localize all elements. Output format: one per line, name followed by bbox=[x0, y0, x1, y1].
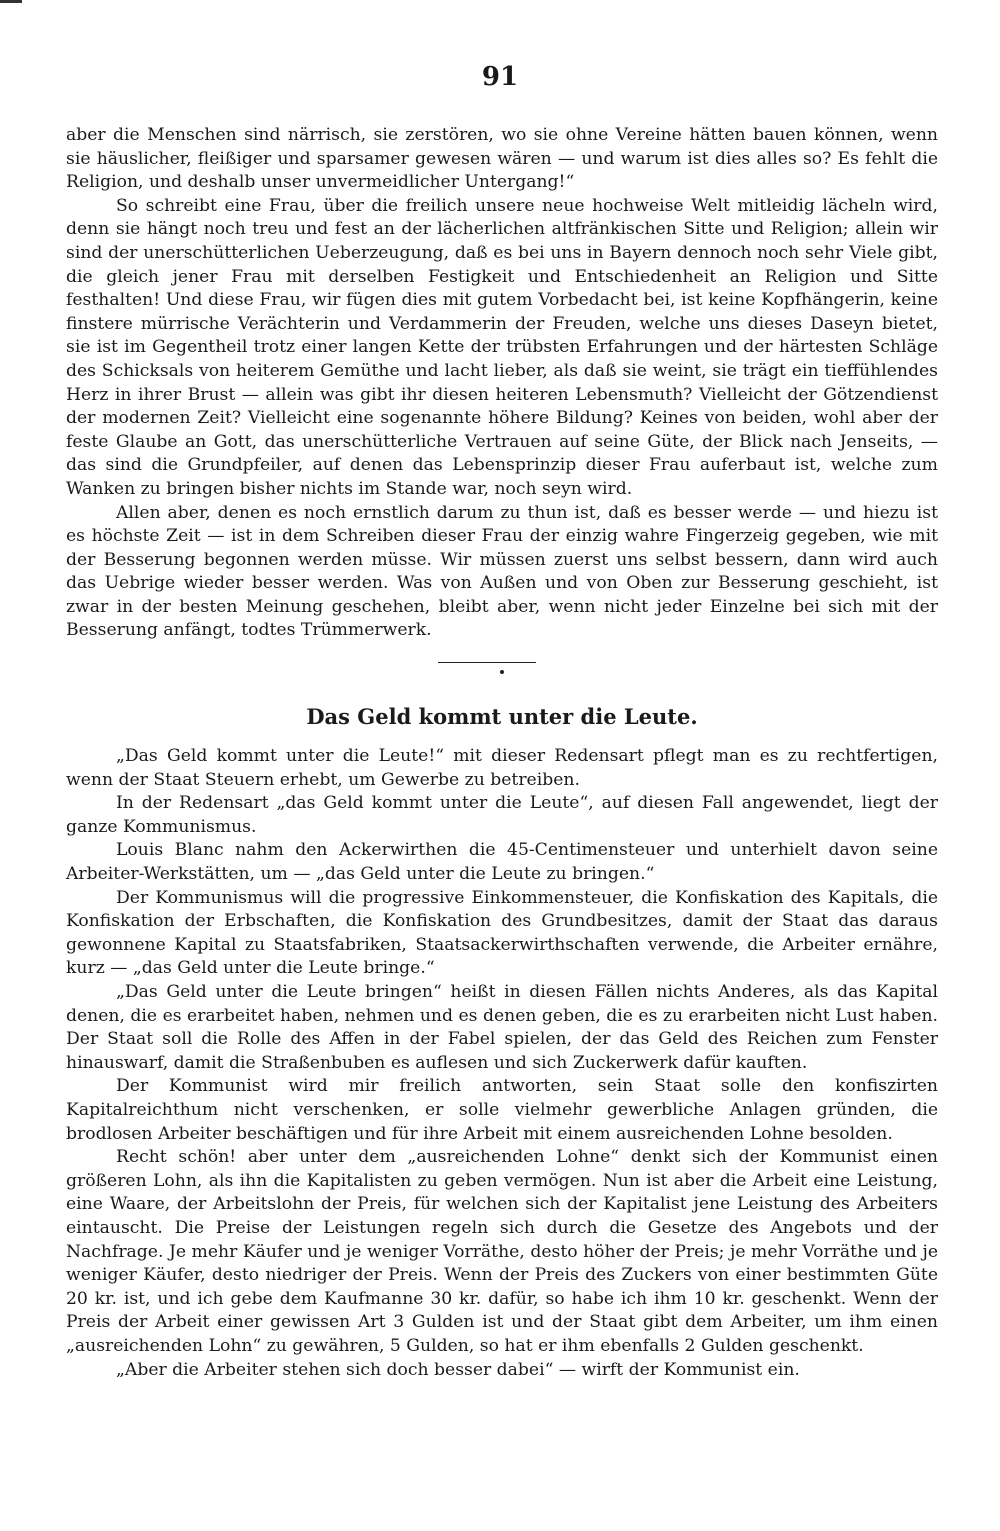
section-divider bbox=[66, 643, 938, 703]
section-continued-text bbox=[66, 124, 938, 643]
paragraph: In der Redensart „das Geld kommt unter die Leute“, auf diesen Fall angewendet, liegt der ganze Kommunismus. bbox=[66, 793, 938, 837]
paragraph: Recht schön! aber unter dem „ausreichenden Lohne“ denkt sich der Kommunist einen größeren Lohn, als ihn die Kapitalisten zu geben vermögen. Nun ist aber die Arbeit eine Leistung, eine Waare, der Arbeitslohn der Preis, für welchen sich der Kapitalist jene Leistung des Arbeiters eintauscht. Die Preise der Leistungen regeln sich durch die Gesetze des Angebots und der Nachfrage. Je mehr Käufer und je weniger Vorräthe, desto höher der Preis; je mehr Vorräthe und je weniger Käufer, desto niedriger der Preis. Wenn der Preis des Zuckers von einer bestimmten Güte 20 kr. ist, und ich gebe dem Kaufmanne 30 kr. dafür, so habe ich ihm 10 kr. geschenkt. Wenn der Preis der Arbeit einer gewissen Art 3 Gulden ist und der Staat gibt dem Arbeiter, um ihm einen „ausreichenden Lohn“ zu gewähren, 5 Gulden, so hat er ihm ebenfalls 2 Gulden geschenkt. bbox=[66, 1147, 938, 1356]
paragraph: So schreibt eine Frau, über die freilich unsere neue hochweise Welt mitleidig lächeln wird, denn sie hängt noch treu und fest an der lächerlichen altfränkischen Sitte und Religion; allein wir sind der unerschütterlichen Ueberzeugung, daß es bei uns in Bayern dennoch noch sehr Viele gibt, die gleich jener Frau mit derselben Festigkeit und Entschiedenheit an Religion und Sitte festhalten! Und diese Frau, wir fügen dies mit gutem Vorbedacht bei, ist keine Kopfhängerin, keine finstere mürrische Verächterin und Verdammerin der Freuden, welche uns dieses Daseyn bietet, sie ist im Gegentheil trotz einer langen Kette der trübsten Erfahrungen und der härtesten Schläge des Schicksals von heiterem Gemüthe und lacht lieber, als daß sie weint, sie trägt ein tieffühlendes Herz in ihrer Brust — allein was gibt ihr diesen heiteren Lebensmuth? Vielleicht der Götzendienst der modernen Zeit? Vielleicht eine sogenannte höhere Bildung? Keines von beiden, wohl aber der feste Glaube an Gott, das unerschütterliche Vertrauen auf seine Güte, der Blick nach Jenseits, — das sind die Grundpfeiler, auf denen das Lebensprinzip dieser Frau auferbaut ist, welche zum Wanken zu bringen bisher nichts im Stande war, noch seyn wird. bbox=[66, 195, 938, 499]
paragraph: „Das Geld unter die Leute bringen“ heißt in diesen Fällen nichts Anderes, als das Kapital denen, die es erarbeitet haben, nehmen und es denen geben, die es zu erarbeiten nicht Lust haben. Der Staat soll die Rolle des Affen in der Fabel spielen, der das Geld des Reichen zum Fenster hinauswarf, damit die Straßenbuben es auflesen und sich Zuckerwerk dafür kauften. bbox=[66, 982, 938, 1073]
corner-mark bbox=[0, 0, 22, 3]
paragraph: „Das Geld kommt unter die Leute!“ mit dieser Redensart pflegt man es zu rechtfertigen, wenn der Staat Steuern erhebt, um Gewerbe zu betreiben. bbox=[66, 746, 938, 790]
paragraph: Der Kommunismus will die progressive Einkommensteuer, die Konfiskation des Kapitals, die Konfiskation der Erbschaften, die Konfiskation des Grundbesitzes, damit der Staat das daraus gewonnene Kapital zu Staatsfabriken, Staatsackerwirthschaften verwende, die Arbeiter ernähre, kurz — „das Geld unter die Leute bringe.“ bbox=[66, 887, 938, 979]
page-content bbox=[66, 124, 938, 1382]
paragraph: Louis Blanc nahm den Ackerwirthen die 45-Centimensteuer und unterhielt davon seine Arbeiter-Werkstätten, um — „das Geld unter die Leute zu bringen.“ bbox=[66, 840, 938, 885]
paragraph: aber die Menschen sind närrisch, sie zerstören, wo sie ohne Vereine hätten bauen können, wenn sie häuslicher, fleißiger und sparsamer gewesen wären — und warum ist dies alles so? Es fehlt die Religion, und deshalb unser unvermeidlicher Untergang!“ bbox=[66, 125, 938, 193]
divider-dot bbox=[500, 670, 504, 674]
paragraph: „Aber die Arbeiter stehen sich doch besser dabei“ — wirft der Kommunist ein. bbox=[116, 1359, 800, 1380]
divider-line bbox=[438, 662, 536, 663]
article-title: Das Geld kommt unter die Leute. bbox=[306, 704, 698, 730]
paragraph: Der Kommunist wird mir freilich antworten, sein Staat solle den konfiszirten Kapitalreichthum nicht verschenken, er solle vielmehr gewerbliche Anlagen gründen, die brodlosen Arbeiter beschäftigen und für ihre Arbeit mit einem ausreichenden Lohne besolden. bbox=[66, 1076, 938, 1144]
page-number: 91 bbox=[481, 62, 519, 92]
article bbox=[66, 703, 938, 1382]
paragraph: Allen aber, denen es noch ernstlich darum zu thun ist, daß es besser werde — und hiezu ist es höchste Zeit — ist in dem Schreiben dieser Frau der einzig wahre Fingerzeig gegeben, wie mit der Besserung begonnen werden müsse. Wir müssen zuerst uns selbst bessern, dann wird auch das Uebrige wieder besser werden. Was von Außen und von Oben zur Besserung geschieht, ist zwar in der besten Meinung geschehen, bleibt aber, wenn nicht jeder Einzelne bei sich mit der Besserung anfängt, todtes Trümmerwerk. bbox=[66, 502, 938, 641]
